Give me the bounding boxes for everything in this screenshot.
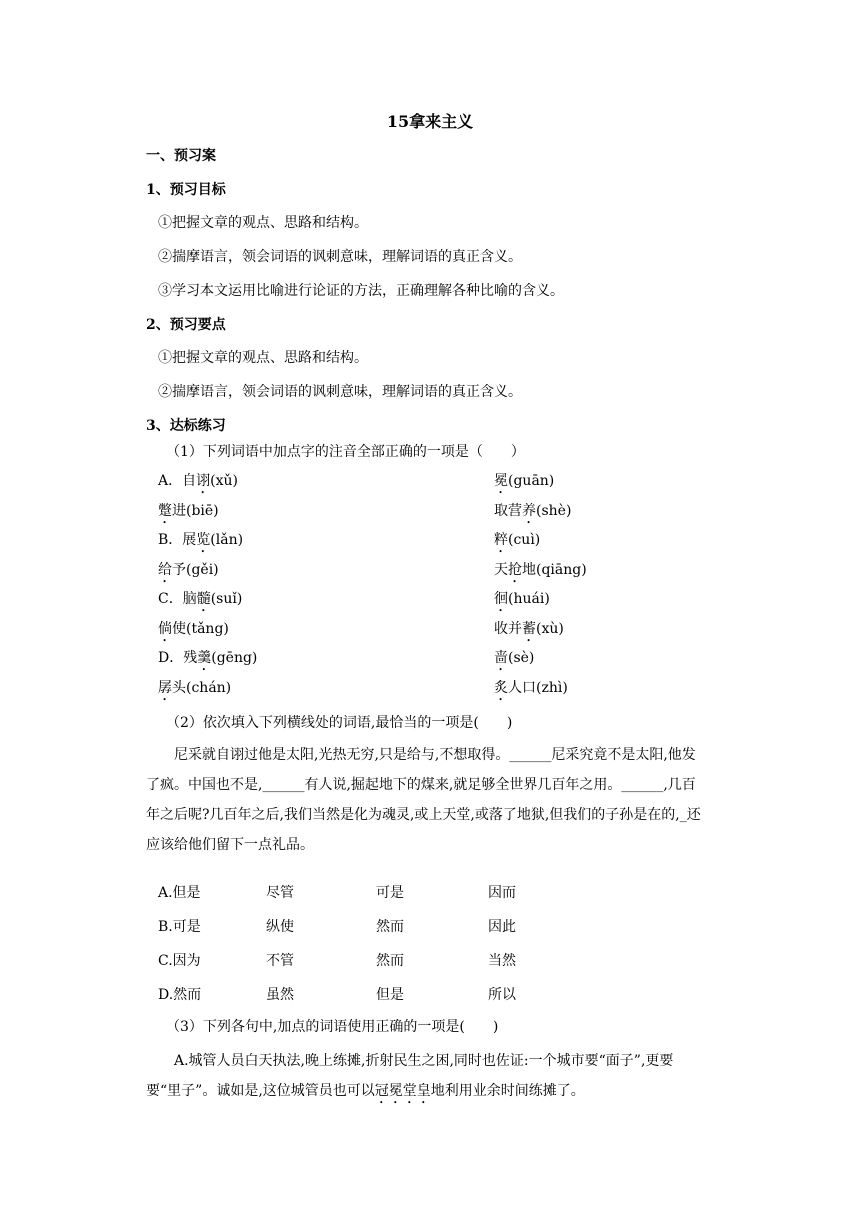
practice-heading: 3、达标练习: [146, 418, 226, 434]
q1-right-item: 取营养(shè): [494, 503, 572, 519]
question-2-stem: （2）依次填入下列横线处的词语,最恰当的一项是( ): [166, 715, 513, 731]
q1-left-item: A．自诩(xǔ): [158, 473, 238, 489]
q1-right-item: 啬(sè): [494, 650, 535, 666]
question-3-option-a: A.城管人员白天执法,晚上练摊,折射民生之困,同时也佐证:一个城市要“面子”,更要要“里子”。诚如是,这位城管员也可以冠冕堂皇地利用业余时间练摊了。: [146, 1053, 674, 1099]
q1-left-item: D．残羹(gēng): [158, 650, 258, 666]
section-heading-preview: 一、预习案: [146, 148, 216, 164]
q1-right-item: 徊(huái): [494, 591, 550, 607]
question-2-passage: 尼采就自诩过他是太阳,光热无穷,只是给与,不想取得。______尼采究竟不是太阳,他发了疯。中国也不是,______有人说,掘起地下的煤来,就足够全世界几百年之用。______,几百年之后呢?几百年之后,我们当然是化为魂灵,或上天堂,或落了地狱,但我们的子孙是在的,_还应该给他们留下一点礼品。: [146, 747, 701, 853]
question-1-stem: （1）下列词语中加点字的注音全部正确的一项是（ ）: [166, 444, 525, 460]
document-page: 15拿来主义 一、预习案 1、预习目标 ①把握文章的观点、思路和结构。 ②揣摩语言，领会词语的讽刺意味，理解词语的真正含义。 ③学习本文运用比喻进行论证的方法，正确理解各种比喻的含义。 2、预习要点 ①把握文章的观点、思路和结构。 ②揣摩语言，领会词语的讽刺意味，理解词语的真正含义。 3、达标练习 （1）下列词语中加点字的注音全部正确的一项是（ ） A．自诩(xǔ) 蹩进(biē) B．展览(lǎn) 给予(gěi) C．脑髓(suǐ) 倘使(tǎng) D．残羹(gēng) 孱头(chán) 冕(guān) 取营养(shè) 粹(cuì) 天抢地(qiāng) 徊(huái) 收并蓄(xù) 啬(sè) 炙人口(zhì) （2）依次填入下列横线处的词语,最恰当的一项是( ) 尼采就自诩过他是太阳,光热无穷,只是给与,不想取得。______尼采究竟不是太阳,他发了疯。中国也不是,______有人说,掘起地下的煤来,就足够全世界几百年之用。______,几百年之后呢?几百年之后,我们当然是化为魂灵,或上天堂,或落了地狱,但我们的子孙是在的,_还应该给他们留下一点礼品。 A.但是 尽管 可是 因而 B.可是 纵使 然而 因此 C.因为 不管 然而 当然 D.然而 虽然 但是 所以 （3）下列各句中,加点的词语使用正确的一项是( ) A.城管人员白天执法,晚上练摊,折射民生之困,同时也佐证:一个城市要“面子”,更要要“里子”。诚如是,这位城管员也可以冠冕堂皇地利用业余时间练摊了。: [0, 0, 860, 1216]
q1-left-item: C．脑髓(suǐ): [158, 591, 243, 607]
q1-left-item: 倘使(tǎng): [158, 621, 229, 637]
q1-right-item: 粹(cuì): [494, 532, 541, 548]
q1-left-item: B．展览(lǎn): [158, 532, 244, 548]
goal-item: ②揣摩语言，领会词语的讽刺意味，理解词语的真正含义。: [158, 249, 522, 265]
q1-right-item: 收并蓄(xù): [494, 621, 564, 637]
point-item: ②揣摩语言，领会词语的讽刺意味，理解词语的真正含义。: [158, 384, 522, 400]
goal-item: ③学习本文运用比喻进行论证的方法，正确理解各种比喻的含义。: [158, 283, 564, 299]
q1-right-item: 天抢地(qiāng): [494, 562, 587, 578]
question-3-stem: （3）下列各句中,加点的词语使用正确的一项是( ): [166, 1019, 499, 1035]
q1-left-item: 给予(gěi): [158, 562, 219, 578]
page-title: 15拿来主义: [386, 112, 474, 131]
q1-right-item: 冕(guān): [494, 473, 555, 489]
goals-heading: 1、预习目标: [146, 182, 226, 198]
q1-left-item: 孱头(chán): [158, 680, 232, 696]
q1-left-item: 蹩进(biē): [158, 503, 219, 519]
points-heading: 2、预习要点: [146, 317, 226, 333]
goal-item: ①把握文章的观点、思路和结构。: [158, 215, 368, 231]
q1-right-item: 炙人口(zhì): [494, 680, 568, 696]
point-item: ①把握文章的观点、思路和结构。: [158, 350, 368, 366]
